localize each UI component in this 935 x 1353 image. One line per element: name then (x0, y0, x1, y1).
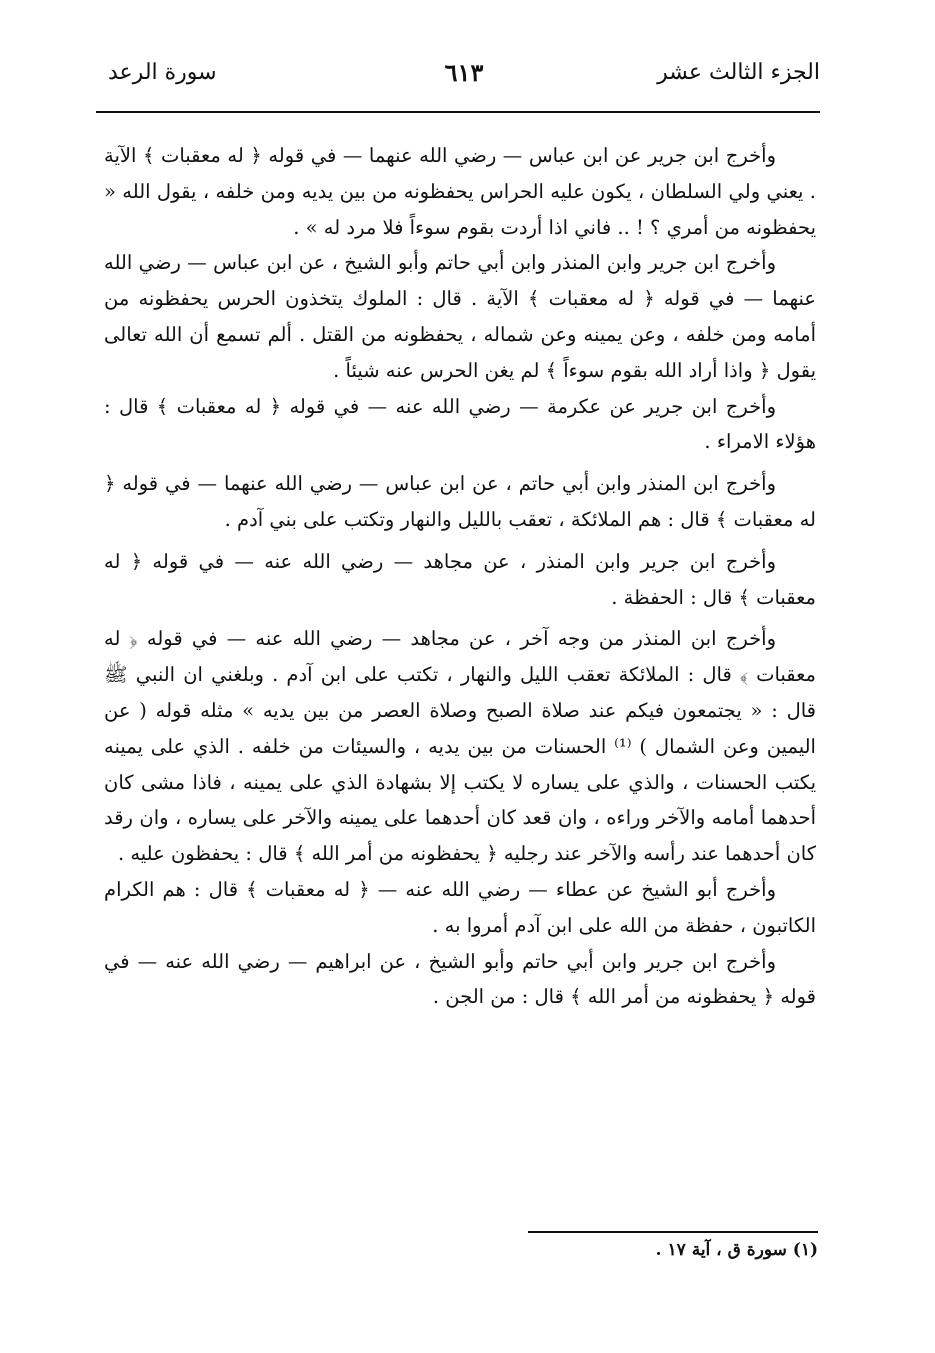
running-head-part: الجزء الثالث عشر (657, 60, 820, 85)
footnote: (١) سورة ق ، آية ١٧ . (655, 1240, 818, 1260)
paragraph: وأخرج ابن جرير عن ابن عباس — رضي الله عنهما — في قوله ﴿ له معقبات ﴾ الآية . يعني ولي السلطان ، يكون عليه الحراس يحفظونه من بين يديه ومن خلفه ، يقول الله « يحفظونه من أمري ؟ ! .. فاني اذا أردت بقوم سوءاً فلا مرد له » . (104, 144, 816, 239)
page-header (108, 52, 820, 102)
paragraph: وأخرج ابن جرير وابن المنذر وابن أبي حاتم وأبو الشيخ ، عن ابن عباس — رضي الله عنهما — في قوله ﴿ له معقبات ﴾ الآية . قال : الملوك يتخذون الحرس يحفظونه من أمامه ومن خلفه ، وعن يمينه وعن شماله ، يحفظونه من القتل . ألم تسمع أن الله تعالى يقول ﴿ واذا أراد الله بقوم سوءاً ﴾ لم يغن الحرس عنه شيئاً . (104, 251, 816, 382)
header-rule (96, 111, 820, 113)
main-text (104, 138, 816, 1015)
running-head-surah: سورة الرعد (108, 60, 217, 85)
page-number: ٦١٣ (444, 58, 484, 87)
paragraph: وأخرج ابن المنذر وابن أبي حاتم ، عن ابن عباس — رضي الله عنهما — في قوله ﴿ له معقبات ﴾ قال : هم الملائكة ، تعقب بالليل والنهار وتكتب على بني آدم . (104, 472, 816, 531)
paragraph: وأخرج ابن المنذر من وجه آخر ، عن مجاهد — رضي الله عنه — في قوله ﴿ له معقبات ﴾ قال : الملائكة تعقب الليل والنهار ، تكتب على ابن آدم . وبلغني ان النبي ﷺ قال : « يجتمعون فيكم عند صلاة الصبح وصلاة العصر من بين يديه » مثله قوله ( عن اليمين وعن الشمال ) ⁽¹⁾ الحسنات من بين يديه ، والسيئات من خلفه . الذي على يمينه يكتب الحسنات ، والذي على يساره لا يكتب إلا بشهادة الذي على يمينه ، فاذا مشى كان أحدهما أمامه والآخر وراءه ، وان قعد كان أحدهما على يمينه والآخر على يساره ، وان رقد كان أحدهما عند رأسه والآخر عند رجليه ﴿ يحفظونه من أمر الله ﴾ قال : يحفظون عليه . (104, 627, 816, 866)
paragraph: وأخرج ابن جرير وابن أبي حاتم وأبو الشيخ ، عن ابراهيم — رضي الله عنه — في قوله ﴿ يحفظونه من أمر الله ﴾ قال : من الجن . (104, 949, 816, 1009)
footnote-rule (528, 1231, 818, 1233)
paragraph: وأخرج ابن جرير عن عكرمة — رضي الله عنه — في قوله ﴿ له معقبات ﴾ قال : هؤلاء الامراء . (104, 394, 816, 454)
paragraph: وأخرج أبو الشيخ عن عطاء — رضي الله عنه — ﴿ له معقبات ﴾ قال : هم الكرام الكاتبون ، حفظة من الله على ابن آدم أمروا به . (104, 877, 816, 937)
paragraph: وأخرج ابن جرير وابن المنذر ، عن مجاهد — رضي الله عنه — في قوله ﴿ له معقبات ﴾ قال : الحفظة . (104, 549, 816, 609)
